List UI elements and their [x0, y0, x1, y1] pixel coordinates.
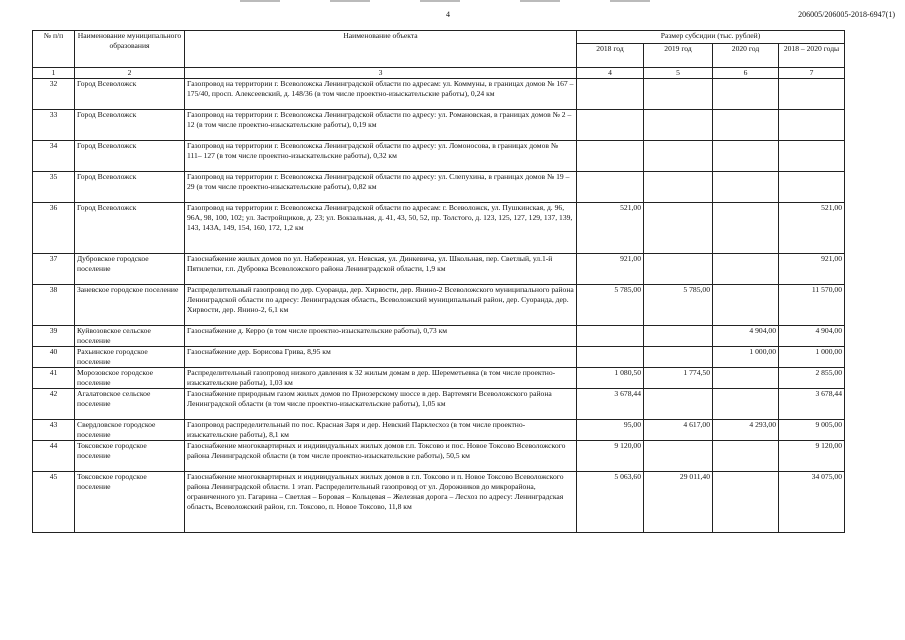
page-number: 4	[446, 10, 450, 19]
row-number: 44	[33, 441, 75, 472]
value-total	[779, 110, 845, 141]
table-row	[33, 110, 845, 141]
header-num: № п/п	[33, 31, 75, 68]
value-2018: 5 785,00	[577, 285, 644, 326]
table-row	[33, 472, 845, 533]
header-2020: 2020 год	[713, 44, 779, 68]
value-2019	[644, 141, 713, 172]
value-2019	[644, 347, 713, 368]
value-total: 34 075,00	[779, 472, 845, 533]
row-number: 38	[33, 285, 75, 326]
object-name: Газоснабжение дер. Борисова Грива, 8,95 км	[185, 347, 577, 368]
value-2018: 521,00	[577, 203, 644, 254]
value-2018	[577, 172, 644, 203]
value-total: 9 005,00	[779, 420, 845, 441]
value-2020: 1 000,00	[713, 347, 779, 368]
column-number: 2	[75, 68, 185, 79]
object-name: Газопровод на территории г. Всеволожска Ленинградской области по адресу: ул. Ломоносова, в границах домов № 111– 127 (в том числе проектно-изыскательские работы), 0,32 км	[185, 141, 577, 172]
row-number: 37	[33, 254, 75, 285]
row-number: 36	[33, 203, 75, 254]
table-row	[33, 79, 845, 110]
value-total: 2 855,00	[779, 368, 845, 389]
object-name: Газоснабжение д. Керро (в том числе проектно-изыскательские работы), 0,73 км	[185, 326, 577, 347]
header-municipality: Наименование муниципального образования	[75, 31, 185, 68]
value-2019	[644, 326, 713, 347]
value-2018	[577, 141, 644, 172]
municipality-name: Свердловское городское поселение	[75, 420, 185, 441]
table-row	[33, 172, 845, 203]
column-number: 6	[713, 68, 779, 79]
column-number: 5	[644, 68, 713, 79]
value-2020	[713, 368, 779, 389]
value-2019: 4 617,00	[644, 420, 713, 441]
municipality-name: Агалатовское сельское поселение	[75, 389, 185, 420]
value-total: 4 904,00	[779, 326, 845, 347]
column-number: 7	[779, 68, 845, 79]
row-number: 33	[33, 110, 75, 141]
value-2020	[713, 472, 779, 533]
value-2019	[644, 110, 713, 141]
value-2020	[713, 110, 779, 141]
row-number: 43	[33, 420, 75, 441]
value-2020	[713, 389, 779, 420]
value-total	[779, 172, 845, 203]
row-number: 45	[33, 472, 75, 533]
municipality-name: Токсовское городское поселение	[75, 441, 185, 472]
document-id: 206005/206005-2018-6947(1)	[798, 10, 895, 19]
table-row	[33, 254, 845, 285]
value-total: 3 678,44	[779, 389, 845, 420]
table-row	[33, 420, 845, 441]
object-name: Газоснабжение многоквартирных и индивидуальных жилых домов г.п. Токсово и пос. Новое Токсово Всеволожского района Ленинградской области (в том числе проектно-изыскательские работы), 50,5 км	[185, 441, 577, 472]
table-row	[33, 368, 845, 389]
value-2018	[577, 326, 644, 347]
table-row	[33, 141, 845, 172]
value-2020: 4 904,00	[713, 326, 779, 347]
row-number: 35	[33, 172, 75, 203]
header-subsidy: Размер субсидии (тыс. рублей)	[577, 31, 845, 44]
object-name: Газопровод на территории г. Всеволожска Ленинградской области по адресу: ул. Романовская, в границах домов № 2 – 12 (в том числе проектно-изыскательские работы), 0,19 км	[185, 110, 577, 141]
value-2018: 1 080,50	[577, 368, 644, 389]
table-row	[33, 326, 845, 347]
value-2020	[713, 79, 779, 110]
value-2020	[713, 254, 779, 285]
value-total	[779, 79, 845, 110]
header-object: Наименование объекта	[185, 31, 577, 68]
municipality-name: Морозовское городское поселение	[75, 368, 185, 389]
value-2018: 95,00	[577, 420, 644, 441]
object-name: Газоснабжение многоквартирных и индивидуальных жилых домов в г.п. Токсово и п. Новое Токсово Всеволожского района Ленинградской области. 1 этап. Распределительный газопровод от ул. Дорожников до микрорайона, ограниченного ул. Гагарина – Светлая – Боровая – Кольцевая – Железная дорога – Лесхоз по адресу: Ленинградская область, Всеволожский район, г.п. Токсово, п. Новое Токсово, 11,8 км	[185, 472, 577, 533]
value-2019	[644, 203, 713, 254]
value-total	[779, 141, 845, 172]
value-2019: 29 011,40	[644, 472, 713, 533]
subsidy-table	[32, 30, 845, 533]
table-row	[33, 389, 845, 420]
header-2019: 2019 год	[644, 44, 713, 68]
value-2019: 1 774,50	[644, 368, 713, 389]
header-total: 2018 – 2020 годы	[779, 44, 845, 68]
municipality-name: Город Всеволожск	[75, 172, 185, 203]
value-2018	[577, 110, 644, 141]
value-2020: 4 293,00	[713, 420, 779, 441]
object-name: Распределительный газопровод низкого давления к 32 жилым домам в дер. Шереметьевка (в том числе проектно-изыскательские работы), 1,03 км	[185, 368, 577, 389]
value-2019	[644, 172, 713, 203]
municipality-name: Заневское городское поселение	[75, 285, 185, 326]
value-2020	[713, 203, 779, 254]
column-numbers-row	[33, 68, 845, 79]
municipality-name: Куйвозовское сельское поселение	[75, 326, 185, 347]
municipality-name: Город Всеволожск	[75, 203, 185, 254]
value-2019	[644, 254, 713, 285]
value-2020	[713, 141, 779, 172]
table-row	[33, 347, 845, 368]
scan-top-marks	[0, 0, 905, 3]
column-number: 3	[185, 68, 577, 79]
value-2019: 5 785,00	[644, 285, 713, 326]
header-row-1	[33, 31, 845, 44]
municipality-name: Дубровское городское поселение	[75, 254, 185, 285]
value-2019	[644, 79, 713, 110]
object-name: Газопровод на территории г. Всеволожска Ленинградской области по адресам: ул. Коммуны, в границах домов № 167 – 175/40, просп. Алексеевский, д. 148/36 (в том числе проектно-изыскательские работы), 0,24 км	[185, 79, 577, 110]
object-name: Газопровод распределительный по пос. Красная Заря и дер. Невский Парклесхоз (в том числе проектно-изыскательские работы), 8,1 км	[185, 420, 577, 441]
table-row	[33, 203, 845, 254]
object-name: Газоснабжение природным газом жилых домов по Приозерскому шоссе в дер. Вартемяги Всеволожского района Ленинградской области (в том числе проектно-изыскательские работы), 1,05 км	[185, 389, 577, 420]
value-2018: 5 063,60	[577, 472, 644, 533]
municipality-name: Город Всеволожск	[75, 110, 185, 141]
value-total: 921,00	[779, 254, 845, 285]
value-2018: 921,00	[577, 254, 644, 285]
value-total: 521,00	[779, 203, 845, 254]
value-2020	[713, 441, 779, 472]
object-name: Газопровод на территории г. Всеволожска Ленинградской области по адресу: ул. Слепухина, в границах домов № 19 – 29 (в том числе проектно-изыскательские работы), 0,82 км	[185, 172, 577, 203]
value-2018: 9 120,00	[577, 441, 644, 472]
table-row	[33, 441, 845, 472]
value-total: 11 570,00	[779, 285, 845, 326]
municipality-name: Город Всеволожск	[75, 79, 185, 110]
row-number: 32	[33, 79, 75, 110]
column-number: 1	[33, 68, 75, 79]
value-2018: 3 678,44	[577, 389, 644, 420]
row-number: 42	[33, 389, 75, 420]
row-number: 41	[33, 368, 75, 389]
header-2018: 2018 год	[577, 44, 644, 68]
value-2020	[713, 285, 779, 326]
row-number: 34	[33, 141, 75, 172]
table-row	[33, 285, 845, 326]
row-number: 40	[33, 347, 75, 368]
municipality-name: Город Всеволожск	[75, 141, 185, 172]
value-2019	[644, 389, 713, 420]
municipality-name: Токсовское городское поселение	[75, 472, 185, 533]
municipality-name: Рахьинское городское поселение	[75, 347, 185, 368]
value-2018	[577, 79, 644, 110]
row-number: 39	[33, 326, 75, 347]
value-2020	[713, 172, 779, 203]
value-total: 9 120,00	[779, 441, 845, 472]
value-2019	[644, 441, 713, 472]
value-total: 1 000,00	[779, 347, 845, 368]
object-name: Распределительный газопровод по дер. Суоранда, дер. Хирвости, дер. Янино-2 Всеволожского муниципального района Ленинградской области по адресу: Ленинградская область, Всеволожский муниципальный район, дер. Суоранда, дер. Хирвости, дер. Янино-2, 6,1 км	[185, 285, 577, 326]
column-number: 4	[577, 68, 644, 79]
object-name: Газопровод на территории г. Всеволожска Ленинградской области по адресам: г. Всеволожск, ул. Пушкинская, д. 96, 96А, 98, 100, 102; ул. Застройщиков, д. 23; ул. Вокзальная, д. 41, 43, 50, 52, пр. Толстого, д. 123, 125, 127, 129, 137, 139, 143, 143А, 149, 154, 160, 172, 1,2 км	[185, 203, 577, 254]
value-2018	[577, 347, 644, 368]
object-name: Газоснабжение жилых домов по ул. Набережная, ул. Невская, ул. Динкевича, ул. Школьная, пер. Светлый, ул.1-й Пятилетки, г.п. Дубровка Всеволожского района Ленинградской области, 1,9 км	[185, 254, 577, 285]
